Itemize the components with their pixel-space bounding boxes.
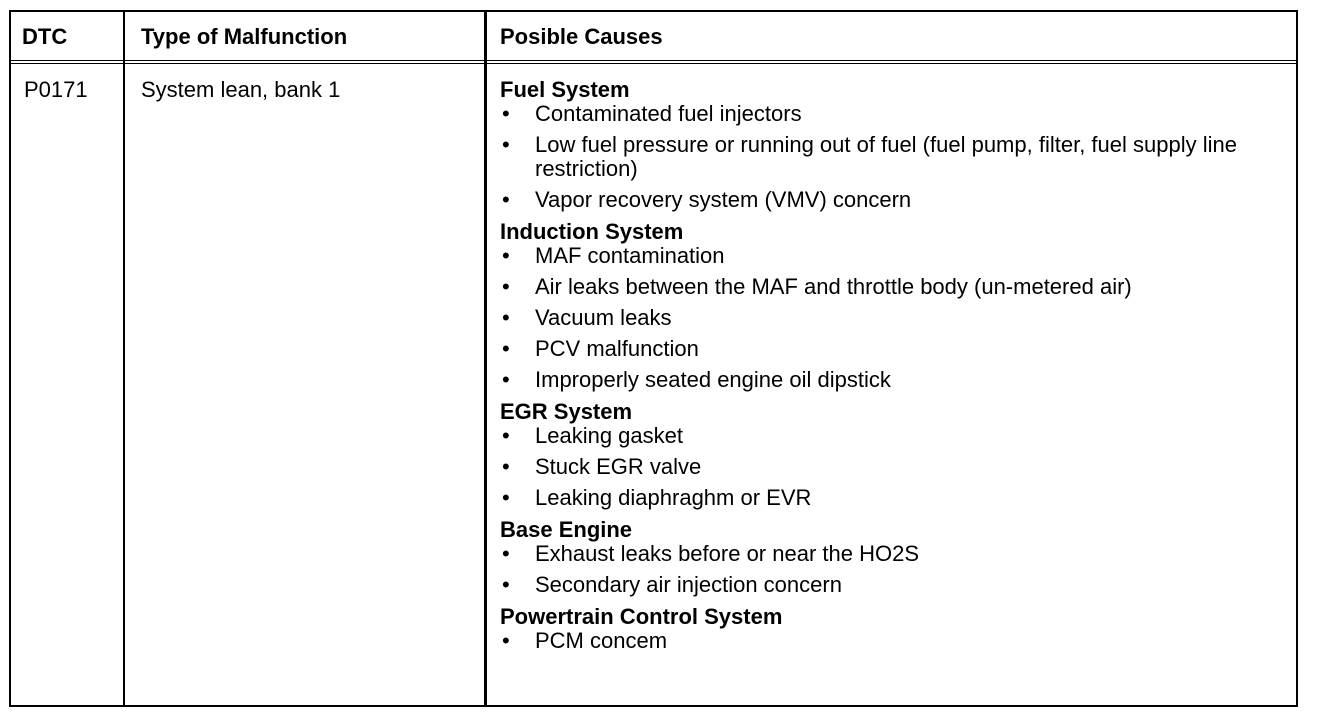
- list-item: [500, 275, 1280, 299]
- cause-text: Exhaust leaks before or near the HO2S: [535, 541, 919, 566]
- cause-group-title: Induction System: [500, 219, 684, 244]
- list-item: [500, 244, 1280, 268]
- cause-group-title: Base Engine: [500, 517, 633, 542]
- bullet-icon: •: [502, 243, 510, 268]
- cause-group: [500, 400, 1280, 510]
- list-item: [500, 337, 1280, 361]
- cause-text: Vapor recovery system (VMV) concern: [535, 187, 912, 212]
- header-dtc: DTC: [22, 24, 68, 49]
- cause-text: Air leaks between the MAF and throttle body (un-metered air): [535, 274, 1132, 299]
- header-possible-causes: Posible Causes: [500, 24, 663, 49]
- cause-list: [500, 102, 1280, 212]
- bullet-icon: •: [502, 132, 510, 157]
- header-type-of-malfunction: Type of Malfunction: [141, 24, 348, 49]
- cause-group-title: EGR System: [500, 399, 633, 424]
- bullet-icon: •: [502, 454, 510, 479]
- cause-text: Low fuel pressure or running out of fuel (fuel pump, filter, fuel supply line restriction): [535, 132, 1237, 181]
- bullet-icon: •: [502, 274, 510, 299]
- cause-text: Leaking diaphraghm or EVR: [535, 485, 812, 510]
- bullet-icon: •: [502, 423, 510, 448]
- cause-group: [500, 78, 1280, 212]
- column-divider-1: [123, 12, 125, 705]
- cause-text: MAF contamination: [535, 243, 725, 268]
- bullet-icon: •: [502, 541, 510, 566]
- list-item: [500, 542, 1280, 566]
- bullet-icon: •: [502, 336, 510, 361]
- list-item: [500, 573, 1280, 597]
- cause-list: [500, 244, 1280, 392]
- cause-text: Stuck EGR valve: [535, 454, 702, 479]
- bullet-icon: •: [502, 367, 510, 392]
- list-item: [500, 368, 1280, 392]
- cause-group-title: Fuel System: [500, 77, 630, 102]
- cause-text: Leaking gasket: [535, 423, 683, 448]
- cause-text: Secondary air injection concern: [535, 572, 842, 597]
- cause-list: [500, 629, 1280, 653]
- cause-text: Improperly seated engine oil dipstick: [535, 367, 891, 392]
- cause-text: Vacuum leaks: [535, 305, 672, 330]
- cause-group: [500, 605, 1280, 653]
- cell-possible-causes: [500, 78, 1280, 661]
- list-item: [500, 424, 1280, 448]
- list-item: [500, 306, 1280, 330]
- cause-group: [500, 220, 1280, 392]
- cause-text: Contaminated fuel injectors: [535, 101, 802, 126]
- dtc-table: [9, 10, 1298, 707]
- cause-group: [500, 518, 1280, 597]
- bullet-icon: •: [502, 572, 510, 597]
- column-divider-2: [484, 12, 487, 705]
- bullet-icon: •: [502, 101, 510, 126]
- bullet-icon: •: [502, 485, 510, 510]
- cause-text: PCM concem: [535, 628, 668, 653]
- cause-list: [500, 542, 1280, 597]
- list-item: [500, 188, 1280, 212]
- cause-text: PCV malfunction: [535, 336, 699, 361]
- bullet-icon: •: [502, 305, 510, 330]
- list-item: [500, 629, 1280, 653]
- list-item: [500, 133, 1280, 181]
- bullet-icon: •: [502, 628, 510, 653]
- cause-list: [500, 424, 1280, 510]
- cause-group-title: Powertrain Control System: [500, 604, 783, 629]
- cell-dtc-code: P0171: [24, 77, 88, 102]
- list-item: [500, 102, 1280, 126]
- list-item: [500, 486, 1280, 510]
- cell-malfunction-type: System lean, bank 1: [141, 77, 341, 102]
- list-item: [500, 455, 1280, 479]
- bullet-icon: •: [502, 187, 510, 212]
